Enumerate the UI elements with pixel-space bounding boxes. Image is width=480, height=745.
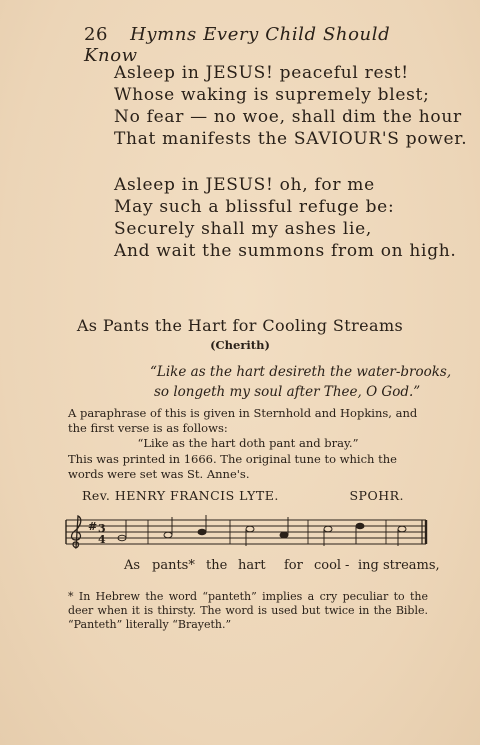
old-verse-quote: “Like as the hart doth pant and bray.” [137,436,359,450]
footnote: * In Hebrew the word “panteth” implies a cry peculiar to the deer when it is thirsty. The word is used but twice in the Bible. “Panteth” literally “Brayeth.” [68,590,428,631]
lyric-syllable: As [124,558,141,573]
epigraph-line: “Like as the hart desireth the water-brooks, [150,364,452,380]
running-title: Hymns Every Child Should Know [84,24,391,66]
epigraph-line: so longeth my soul after Thee, O God.” [154,384,421,400]
lyric-syllable: cool [314,558,342,573]
verse-line: Whose waking is supremely blest; [114,85,430,105]
hymn-title: As Pants the Hart for Cooling Streams [76,316,404,335]
svg-text:#: # [88,520,98,533]
lyric-syllable: hart [238,558,266,573]
verse-line: Asleep in JESUS! peaceful rest! [114,63,409,83]
lyric-syllable: - [345,558,350,573]
svg-text:3: 3 [98,522,106,535]
lyric-syllable: the [206,558,228,573]
verse-line: That manifests the SAVIOUR'S power. [114,129,468,149]
verse-line: May such a blissful refuge be: [114,197,395,217]
svg-text:4: 4 [98,533,106,546]
author-credit: Rev. HENRY FRANCIS LYTE. [82,488,279,503]
verse-line: Securely shall my ashes lie, [114,219,372,239]
music-staff [62,514,428,550]
composer-credit: SPOHR. [349,488,404,503]
verse-line: And wait the summons from on high. [114,241,457,261]
lyric-syllable: pants* [152,558,195,573]
running-header [84,24,404,66]
stanza-2 [114,174,457,262]
page-number: 26 [84,24,109,45]
lyric-syllable: ing streams, [358,558,440,573]
credits-line [82,488,404,503]
lyric-syllable: for [284,558,303,573]
verse-line: Asleep in JESUS! oh, for me [114,175,375,195]
scripture-epigraph [150,362,451,402]
tune-name: (Cherith) [210,338,270,352]
history-paragraph: This was printed in 1666. The original tune to which the words were set was St. Anne's. [68,452,397,481]
stanza-1 [114,62,467,150]
verse-line: No fear — no woe, shall dim the hour [114,107,462,127]
intro-paragraph: A paraphrase of this is given in Sternhold and Hopkins, and the first verse is as follows: [68,406,418,435]
